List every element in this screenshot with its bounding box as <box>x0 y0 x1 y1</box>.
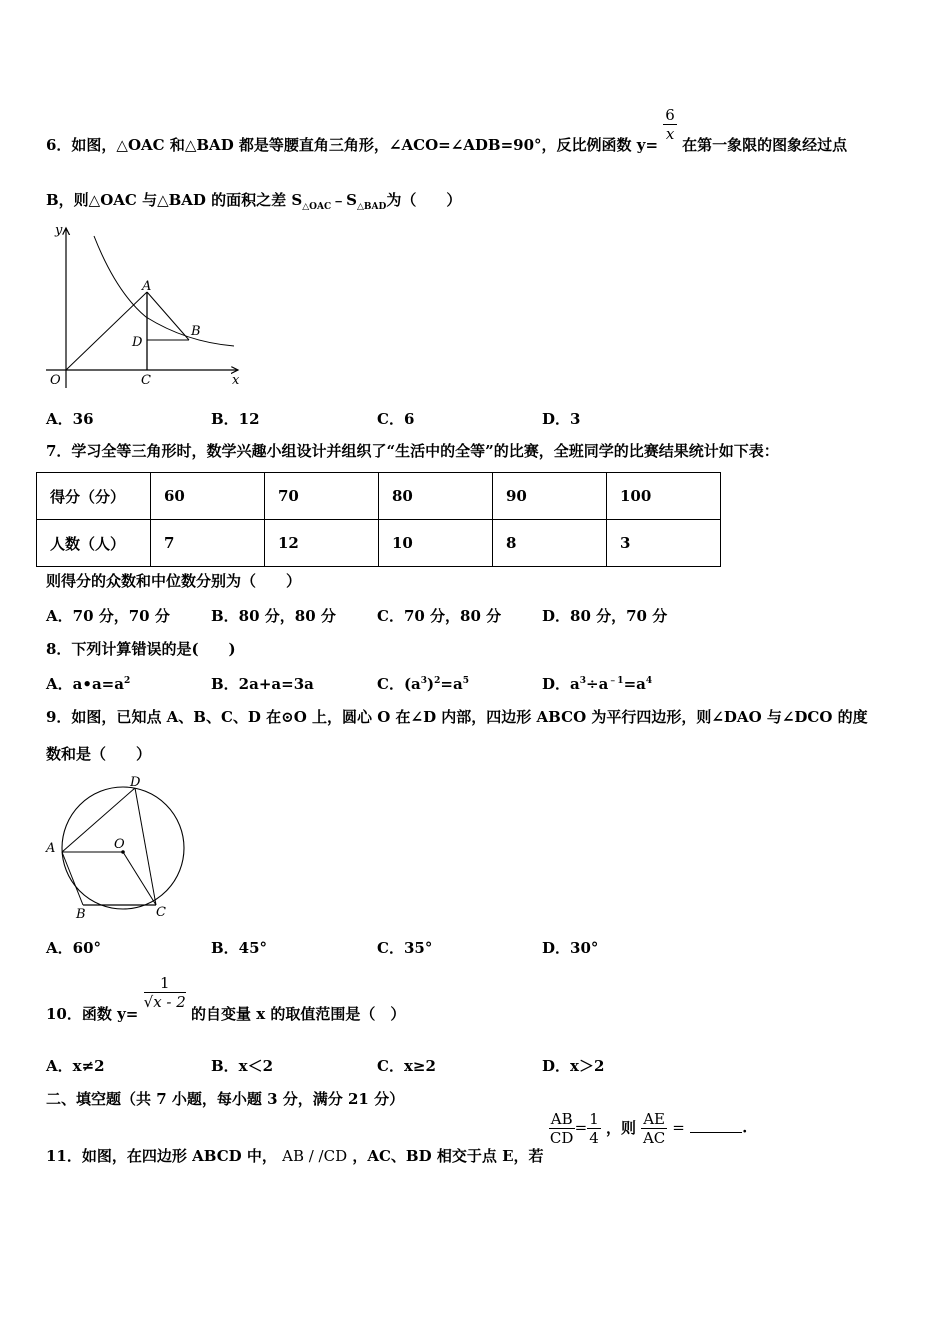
q8-option-d[interactable] <box>542 673 652 694</box>
q11-f3-num: AE <box>643 1110 666 1128</box>
q7-score-table <box>36 472 721 567</box>
q8-d-pre: D．a <box>542 675 580 693</box>
q9-label-d: D <box>130 775 141 790</box>
q7-score-100: 100 <box>607 473 721 520</box>
q6-label-o: O <box>50 373 61 388</box>
q11-f3-den: AC <box>642 1129 666 1147</box>
q11-end: . <box>742 1118 748 1137</box>
q10-fraction <box>144 974 186 1011</box>
q11-fraction-ae-ac <box>641 1110 667 1147</box>
q6-stem-line1 <box>46 100 848 154</box>
q6-label-y: y <box>55 223 63 238</box>
q7-stem: 7．学习全等三角形时，数学兴趣小组设计并组织了“生活中的全等”的比赛，全班同学的比赛结果统计如下表： <box>46 442 779 460</box>
q6-seg-ab <box>147 292 189 340</box>
q8-d-mid: ÷a <box>586 675 609 693</box>
q7-row1-label: 得分（分） <box>37 473 151 520</box>
q11-f1-num: AB <box>550 1110 573 1128</box>
q7-count-90: 8 <box>493 520 607 567</box>
q8-d-post: =a <box>623 675 646 693</box>
q8-c-sup3: 5 <box>462 676 469 686</box>
q6-option-b[interactable]: B．12 <box>211 410 260 428</box>
q10-radicand: x - 2 <box>153 993 186 1011</box>
table-row <box>37 520 721 567</box>
q11-f2-num: 1 <box>589 1110 599 1128</box>
q6-label-d: D <box>132 335 143 350</box>
q9-seg-ab <box>62 852 83 905</box>
q11-mid: ，AC、BD 相交于点 E，若 <box>352 1146 544 1165</box>
q11-mid2: ，则 <box>605 1118 636 1137</box>
q8-a-text: A．a•a=a <box>46 675 124 693</box>
q6-frac-den: x <box>665 125 675 143</box>
q11-stem <box>46 1110 748 1165</box>
q10-stem <box>46 972 406 1023</box>
q7-row2-label: 人数（人） <box>37 520 151 567</box>
q10-option-b[interactable]: B．x＜2 <box>211 1057 274 1075</box>
table-row <box>37 473 721 520</box>
q11-eq1: = <box>574 1118 588 1137</box>
q6-label-c: C <box>141 373 151 388</box>
q7-count-100: 3 <box>607 520 721 567</box>
q6-line2-pre: B，则△OAC 与△BAD 的面积之差 S <box>46 191 303 209</box>
q7-question: 则得分的众数和中位数分别为（ ） <box>46 572 302 590</box>
q9-figure <box>44 774 194 924</box>
q7-count-80: 10 <box>379 520 493 567</box>
q6-stem-post: 在第一象限的图象经过点 <box>682 135 848 154</box>
q7-option-c[interactable]: C．70 分，80 分 <box>377 607 502 625</box>
q6-fraction <box>663 106 677 143</box>
q11-f1-den: CD <box>549 1129 574 1147</box>
q9-option-b[interactable]: B．45° <box>211 939 268 957</box>
q6-frac-num: 6 <box>665 106 675 124</box>
q8-option-c[interactable] <box>377 673 469 694</box>
q7-score-70: 70 <box>265 473 379 520</box>
q8-stem: 8．下列计算错误的是( ) <box>46 640 236 658</box>
q7-score-90: 90 <box>493 473 607 520</box>
q6-label-a: A <box>142 279 152 294</box>
q7-score-60: 60 <box>151 473 265 520</box>
q10-frac-den: √x - 2 <box>143 993 186 1011</box>
q9-option-d[interactable]: D．30° <box>542 939 599 957</box>
q10-post: 的自变量 x 的取值范围是（ ） <box>191 1004 406 1023</box>
q6-stem-pre: 6．如图，△OAC 和△BAD 都是等腰直角三角形，∠ACO=∠ADB=90°，反比例函数 y= <box>46 135 659 154</box>
q8-a-sup: 2 <box>123 676 131 686</box>
q11-f2-den: 4 <box>589 1129 599 1147</box>
q6-figure <box>46 222 246 392</box>
q6-minus: ﹣S <box>331 191 357 209</box>
q8-d-sup3: 4 <box>645 676 653 686</box>
q6-option-d[interactable]: D．3 <box>542 410 581 428</box>
q6-hyperbola <box>94 236 234 346</box>
q8-c-post: =a <box>440 675 463 693</box>
q7-score-80: 80 <box>379 473 493 520</box>
q6-option-a[interactable]: A．36 <box>46 410 94 428</box>
q9-label-b: B <box>76 907 86 922</box>
q8-c-pre: C．(a <box>377 675 421 693</box>
q11-fraction-ab-cd <box>549 1110 575 1147</box>
q9-stem-line2: 数和是（ ） <box>46 745 152 763</box>
q11-eq2: = <box>672 1118 685 1137</box>
q8-d-sup2: ﹣1 <box>608 676 624 686</box>
q11-pre: 11．如图，在四边形 ABCD 中， <box>46 1146 277 1165</box>
q8-option-b[interactable] <box>211 673 314 694</box>
q8-b-text: B．2a+a=3a <box>211 675 314 693</box>
q10-frac-num: 1 <box>144 974 186 993</box>
q9-option-a[interactable]: A．60° <box>46 939 102 957</box>
q7-count-60: 7 <box>151 520 265 567</box>
q10-option-a[interactable]: A．x≠2 <box>46 1057 105 1075</box>
q6-stem-line2 <box>46 190 461 217</box>
q6-line2-post: 为（ ） <box>386 191 462 209</box>
q9-label-o: O <box>114 837 125 852</box>
q7-option-a[interactable]: A．70 分，70 分 <box>46 607 170 625</box>
q6-seg-oa <box>66 292 147 370</box>
q8-c-sup1: 3 <box>420 676 428 686</box>
q8-c-sup2: 2 <box>434 676 441 686</box>
q6-label-x: x <box>232 373 240 388</box>
q6-label-b: B <box>191 324 201 339</box>
q7-count-70: 12 <box>265 520 379 567</box>
q9-label-c: C <box>156 905 166 920</box>
q8-d-sup1: 3 <box>579 676 586 686</box>
q11-fraction-1-4 <box>587 1110 601 1147</box>
section-heading: 二、填空题（共 7 小题，每小题 3 分，满分 21 分） <box>46 1090 405 1108</box>
q11-parallel: AB / /CD <box>282 1146 348 1165</box>
q6-sub-bad: △BAD <box>356 202 387 212</box>
q10-pre: 10．函数 y= <box>46 1004 139 1023</box>
q9-stem-line1: 9．如图，已知点 A、B、C、D 在⊙O 上，圆心 O 在∠D 内部，四边形 ABCO 为平行四边形，则∠DAO 与∠DCO 的度 <box>46 708 868 726</box>
q10-option-c[interactable]: C．x≥2 <box>377 1057 436 1075</box>
q7-option-d[interactable]: D．80 分，70 分 <box>542 607 668 625</box>
q6-sub-oac: △OAC <box>302 202 332 212</box>
q9-option-c[interactable]: C．35° <box>377 939 433 957</box>
q8-c-mid: ) <box>427 675 435 693</box>
q11-answer-blank[interactable] <box>690 1118 742 1133</box>
q9-label-a: A <box>46 841 56 856</box>
q10-option-d[interactable]: D．x＞2 <box>542 1057 605 1075</box>
q8-option-a[interactable] <box>46 673 130 694</box>
q7-option-b[interactable]: B．80 分，80 分 <box>211 607 336 625</box>
q6-option-c[interactable]: C．6 <box>377 410 415 428</box>
